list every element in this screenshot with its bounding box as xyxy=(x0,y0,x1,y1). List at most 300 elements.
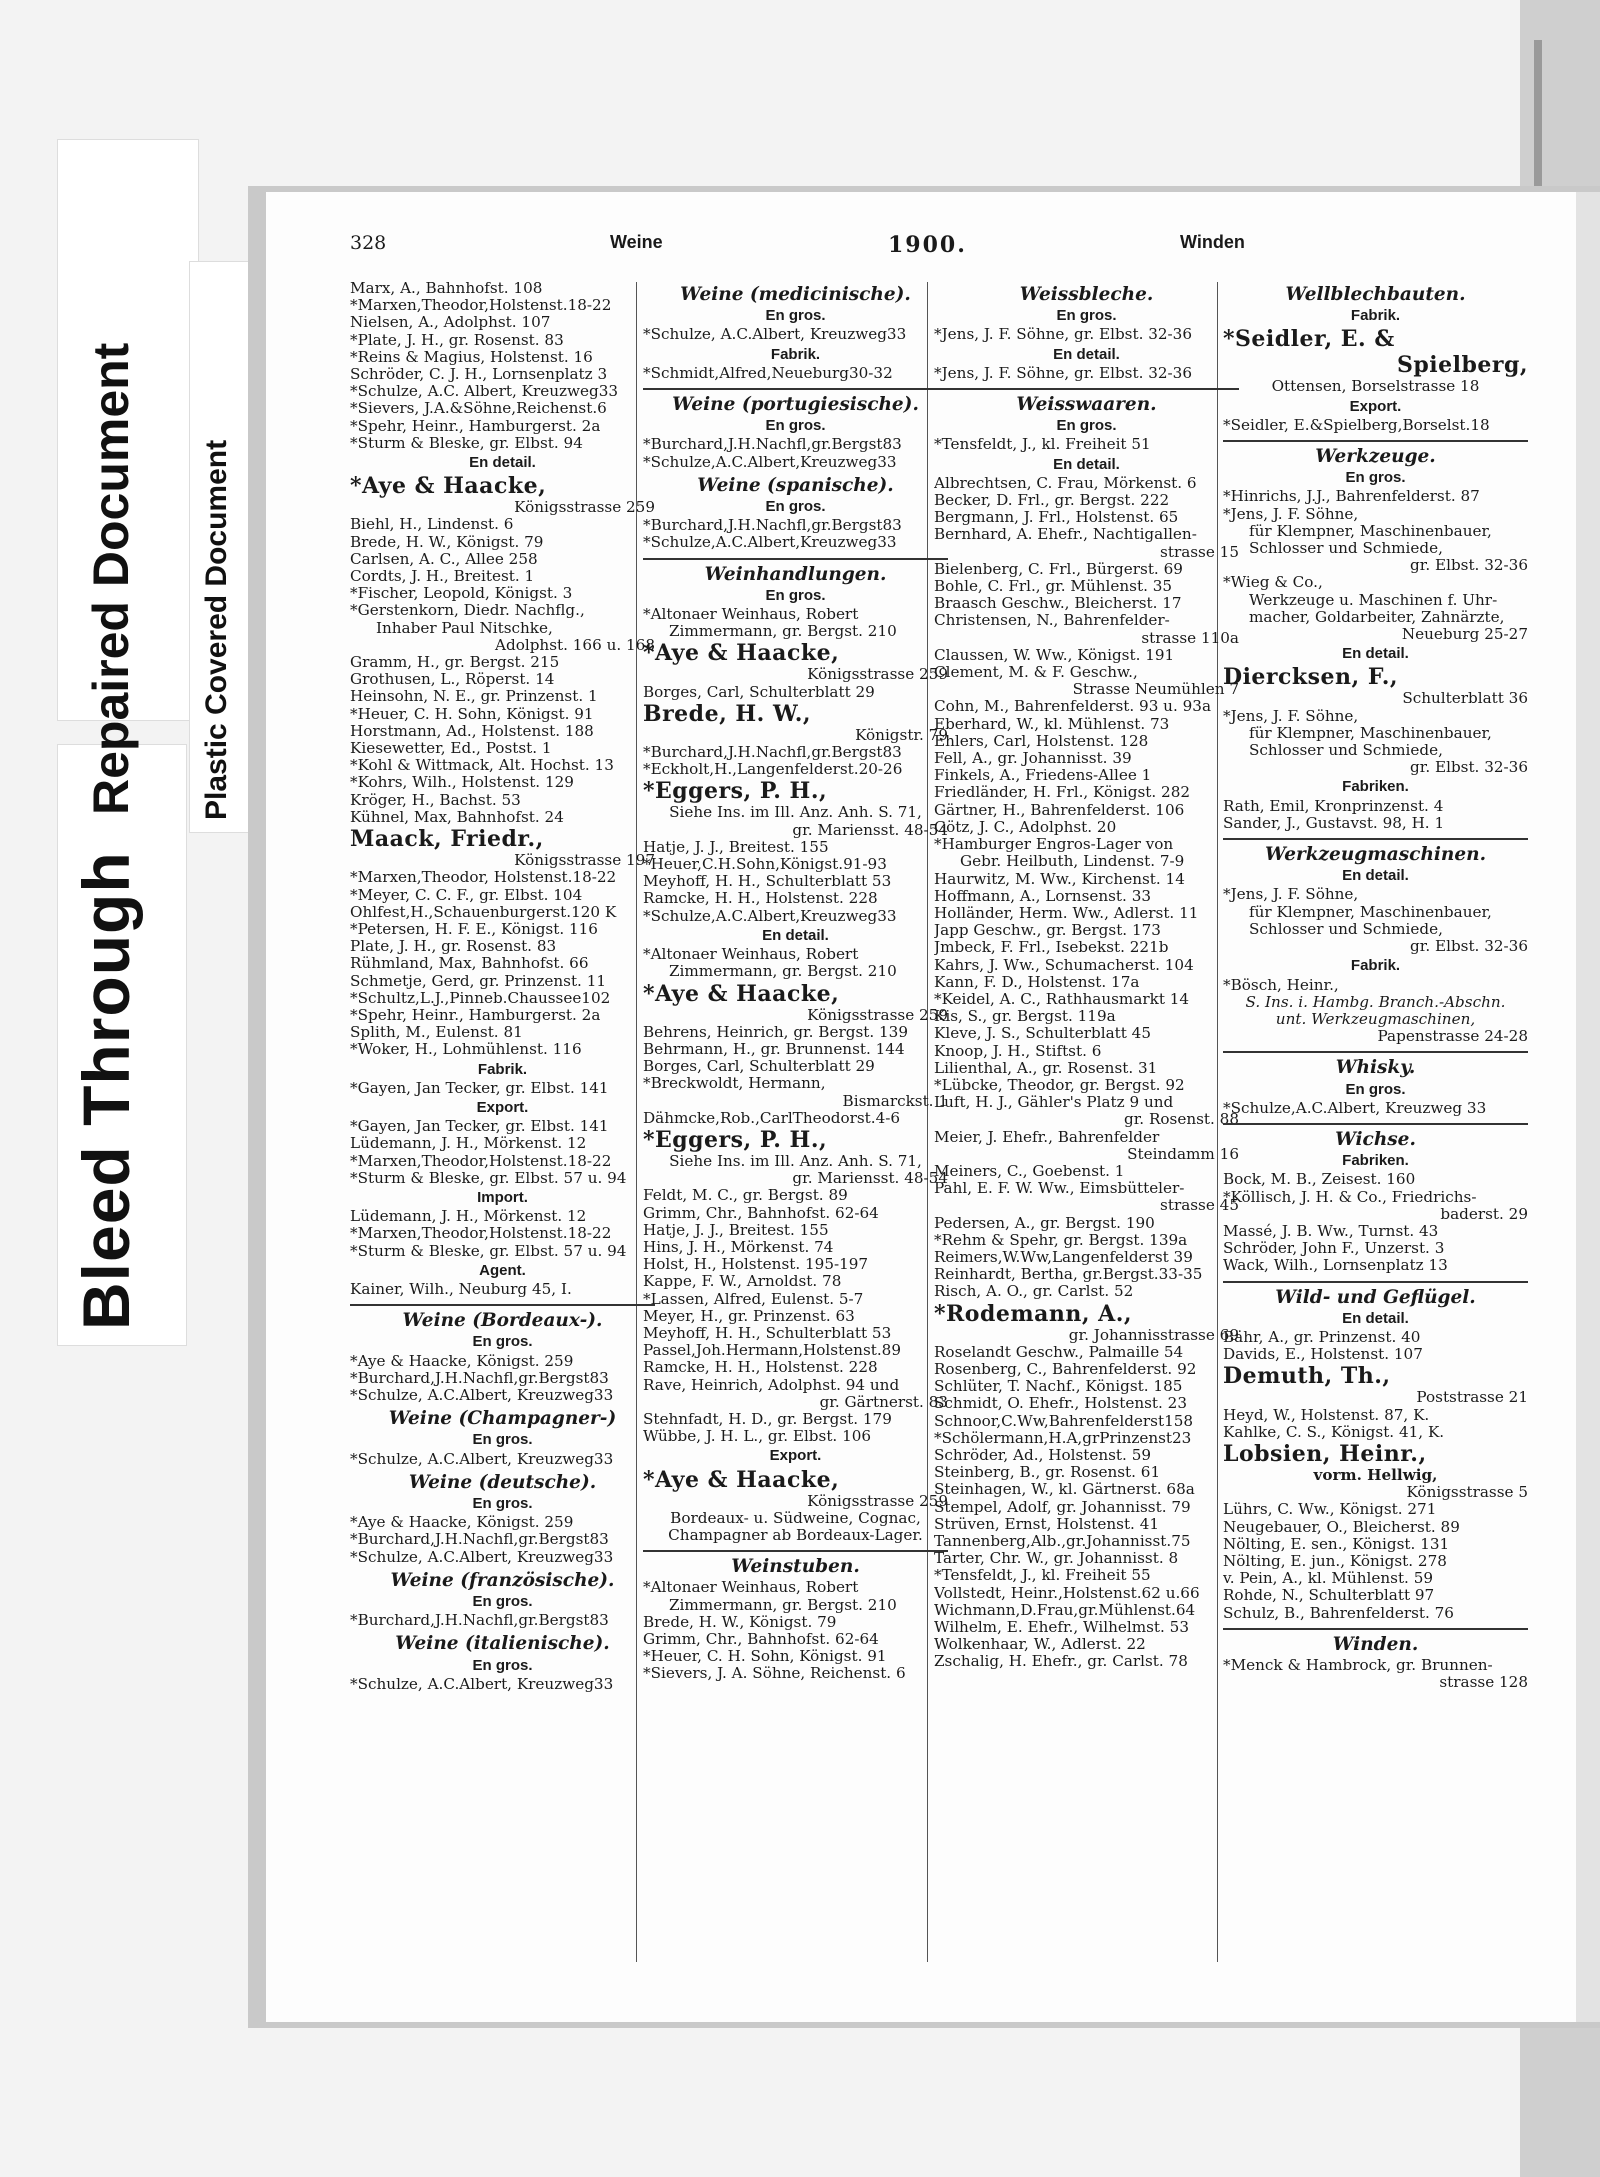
display-entry: Brede, H. W., xyxy=(643,700,812,727)
entry: Bähr, A., gr. Prinzenst. 40 xyxy=(1223,1328,1421,1346)
display-entry: Spielberg, xyxy=(1397,352,1528,379)
section-heading: Weine (Bordeaux-). xyxy=(402,1310,603,1332)
entry: Ohlfest,H.,Schauenburgerst.120 K xyxy=(350,903,617,921)
entry: Steinberg, B., gr. Rosenst. 61 xyxy=(934,1464,1161,1482)
entry-continuation: für Klempner, Maschinenbauer, xyxy=(1249,724,1492,742)
entry: Heinsohn, N. E., gr. Prinzenst. 1 xyxy=(350,688,598,706)
entry: Knoop, J. H., Stiftst. 6 xyxy=(934,1042,1102,1060)
entry: Kappe, F. W., Arnoldst. 78 xyxy=(643,1273,842,1291)
entry: *Schulze, A.C.Albert, Kreuzweg33 xyxy=(350,1386,614,1404)
display-entry: *Eggers, P. H., xyxy=(643,778,828,805)
entry: Holländer, Herm. Ww., Adlerst. 11 xyxy=(934,904,1199,922)
entry: *Sievers, J. A. Söhne, Reichenst. 6 xyxy=(643,1665,906,1683)
subheading: En gros. xyxy=(472,1333,533,1351)
entry: *Altonaer Weinhaus, Robert xyxy=(643,946,859,964)
entry: Kröger, H., Bachst. 53 xyxy=(350,791,521,809)
entry-continuation: Königsstrasse 259 xyxy=(807,666,948,684)
entry: Brede, H. W., Königst. 79 xyxy=(350,533,544,551)
entry: Rühmland, Max, Bahnhofst. 66 xyxy=(350,955,589,973)
entry: *Tensfeldt, J., kl. Freiheit 51 xyxy=(934,436,1151,454)
entry: *Heuer, C. H. Sohn, Königst. 91 xyxy=(643,1648,887,1666)
section-divider xyxy=(1223,1051,1528,1053)
entry-continuation: Schulterblatt 36 xyxy=(1402,690,1528,708)
subheading: En gros. xyxy=(765,586,826,604)
entry: Kühnel, Max, Bahnhofst. 24 xyxy=(350,808,564,826)
subheading: Fabriken. xyxy=(1342,778,1409,796)
display-entry: *Eggers, P. H., xyxy=(643,1126,828,1153)
entry: *Schulze,A.C.Albert, Kreuzweg 33 xyxy=(1223,1099,1487,1117)
running-head xyxy=(350,232,1500,264)
entry-continuation: gr. Johannisstrasse 69 xyxy=(1068,1326,1239,1344)
entry: Braasch Geschw., Bleicherst. 17 xyxy=(934,595,1182,613)
entry-continuation: Königsstrasse 259 xyxy=(807,1006,948,1024)
entry: *Schulze,A.C.Albert,Kreuzweg33 xyxy=(643,907,897,925)
entry: Wolkenhaar, W., Adlerst. 22 xyxy=(934,1636,1146,1654)
entry: Lüdemann, J. H., Mörkenst. 12 xyxy=(350,1208,587,1226)
entry: Luft, H. J., Gähler's Platz 9 und xyxy=(934,1094,1174,1112)
entry-continuation: gr. Elbst. 32-36 xyxy=(1410,759,1528,777)
entry: *Marxen,Theodor,Holstenst.18-22 xyxy=(350,297,612,315)
entry: *Burchard,J.H.Nachfl,gr.Bergst83 xyxy=(350,1531,609,1549)
entry: *Plate, J. H., gr. Rosenst. 83 xyxy=(350,331,564,349)
entry: Grothusen, L., Röperst. 14 xyxy=(350,671,555,689)
entry: Gramm, H., gr. Bergst. 215 xyxy=(350,654,560,672)
entry: *Seidler, E.&Spielberg,Borselst.18 xyxy=(1223,416,1490,434)
subheading: Agent. xyxy=(479,1261,526,1279)
entry-continuation: Schlosser und Schmiede, xyxy=(1249,920,1443,938)
note-line: S. Ins. i. Hambg. Branch.-Abschn. xyxy=(1245,993,1506,1011)
entry: Hatje, J. J., Breitest. 155 xyxy=(643,1221,829,1239)
entry: Zschalig, H. Ehefr., gr. Carlst. 78 xyxy=(934,1653,1188,1671)
column-3 xyxy=(934,280,1239,1671)
subheading: En detail. xyxy=(762,926,829,944)
entry: Wübbe, J. H. L., gr. Elbst. 106 xyxy=(643,1428,872,1446)
head-right-keyword: Winden xyxy=(1180,232,1245,252)
section-heading: Wichse. xyxy=(1335,1128,1416,1150)
subheading: En detail. xyxy=(469,454,536,472)
entry: *Burchard,J.H.Nachfl,gr.Bergst83 xyxy=(350,1612,609,1630)
note-line: Champagner ab Bordeaux-Lager. xyxy=(668,1526,923,1544)
entry: Hatje, J. J., Breitest. 155 xyxy=(643,838,829,856)
repaired-document-text: Repaired Document xyxy=(83,342,139,815)
entry-continuation: gr. Gärtnerst. 83 xyxy=(819,1393,948,1411)
subheading: Fabrik. xyxy=(477,1060,528,1078)
section-heading: Wellblechbauten. xyxy=(1285,284,1466,305)
subheading: En gros. xyxy=(1056,417,1117,435)
display-entry: Demuth, Th., xyxy=(1223,1363,1391,1390)
entry: *Burchard,J.H.Nachfl,gr.Bergst83 xyxy=(643,517,902,535)
entry: Schröder, C. J. H., Lornsenplatz 3 xyxy=(350,366,608,384)
display-entry: *Aye & Haacke, xyxy=(643,1466,840,1493)
display-entry: *Seidler, E. & xyxy=(1223,326,1395,353)
entry: Wilhelm, E. Ehefr., Wilhelmst. 53 xyxy=(934,1619,1189,1637)
entry: *Keidel, A. C., Rathhausmarkt 14 xyxy=(934,990,1190,1008)
entry: *Burchard,J.H.Nachfl,gr.Bergst83 xyxy=(643,744,902,762)
entry: Hoffmann, A., Lornsenst. 33 xyxy=(934,887,1152,905)
entry-continuation: Schlosser und Schmiede, xyxy=(1249,742,1443,760)
entry: *Jens, J. F. Söhne, gr. Elbst. 32-36 xyxy=(934,326,1193,344)
entry: Christensen, N., Bahrenfelder- xyxy=(934,612,1170,630)
entry: Finkels, A., Friedens-Allee 1 xyxy=(934,767,1152,785)
entry: Biehl, H., Lindenst. 6 xyxy=(350,516,514,534)
entry: *Schulze, A.C.Albert, Kreuzweg33 xyxy=(350,1675,614,1693)
entry-continuation: Bismarckst. 1 xyxy=(842,1092,948,1110)
entry: *Meyer, C. C. F., gr. Elbst. 104 xyxy=(350,886,583,904)
entry: Meyhoff, H. H., Schulterblatt 53 xyxy=(643,1324,892,1342)
entry-continuation: Neueburg 25-27 xyxy=(1401,626,1528,644)
entry-continuation: Poststrasse 21 xyxy=(1416,1389,1528,1407)
entry-continuation: strasse 128 xyxy=(1439,1674,1528,1692)
subheading: En gros. xyxy=(1345,469,1406,487)
entry: *Kohl & Wittmack, Alt. Hochst. 13 xyxy=(350,757,614,775)
section-heading: Weine (portugiesische). xyxy=(672,394,919,416)
entry: Bohle, C. Frl., gr. Mühlenst. 35 xyxy=(934,578,1173,596)
subheading: Import. xyxy=(477,1188,528,1206)
entry: *Marxen,Theodor,Holstenst.18-22 xyxy=(350,1152,612,1170)
entry: *Schulze, A.C.Albert, Kreuzweg33 xyxy=(643,326,907,344)
entry: *Burchard,J.H.Nachfl,gr.Bergst83 xyxy=(350,1369,609,1387)
display-entry: *Aye & Haacke, xyxy=(643,980,840,1007)
page-edge-shadow xyxy=(1576,192,1600,2022)
entry: Japp Geschw., gr. Bergst. 173 xyxy=(934,922,1161,940)
entry: Rohde, N., Schulterblatt 97 xyxy=(1223,1587,1435,1605)
entry: Heyd, W., Holstenst. 87, K. xyxy=(1223,1406,1430,1424)
entry-continuation: Zimmermann, gr. Bergst. 210 xyxy=(669,623,897,641)
head-left-keyword: Weine xyxy=(610,232,663,252)
section-heading: Werkzeuge. xyxy=(1315,446,1436,468)
entry: Reinhardt, Bertha, gr.Bergst.33-35 xyxy=(934,1266,1203,1284)
section-divider xyxy=(1223,838,1528,840)
entry: Lilienthal, A., gr. Rosenst. 31 xyxy=(934,1059,1158,1077)
entry: Borges, Carl, Schulterblatt 29 xyxy=(643,1058,875,1076)
entry: Meiners, C., Goebenst. 1 xyxy=(934,1162,1125,1180)
section-divider xyxy=(643,1550,948,1552)
entry: Lüdemann, J. H., Mörkenst. 12 xyxy=(350,1135,587,1153)
entry: Schlüter, T. Nachf., Königst. 185 xyxy=(934,1378,1183,1396)
entry: *Breckwoldt, Hermann, xyxy=(643,1075,826,1093)
entry: *Jens, J. F. Söhne, xyxy=(1223,505,1359,523)
entry: Grimm, Chr., Bahnhofst. 62-64 xyxy=(643,1631,879,1648)
entry: *Aye & Haacke, Königst. 259 xyxy=(350,1514,574,1532)
entry-continuation: gr. Mariensst. 48-54 xyxy=(792,821,948,839)
subheading: Fabrik. xyxy=(1350,957,1401,975)
entry: Kiesewetter, Ed., Postst. 1 xyxy=(350,740,552,758)
entry: Plate, J. H., gr. Rosenst. 83 xyxy=(350,938,557,956)
entry: Kainer, Wilh., Neuburg 45, I. xyxy=(350,1280,572,1298)
entry: Fell, A., gr. Johannisst. 39 xyxy=(934,750,1132,768)
section-heading: Weine (italienische). xyxy=(395,1633,610,1655)
entry: Vollstedt, Heinr.,Holstenst.62 u.66 xyxy=(934,1584,1200,1602)
entry-continuation: Königsstrasse 197 xyxy=(514,852,655,870)
entry: Jmbeck, F. Frl., Isebekst. 221b xyxy=(934,939,1169,957)
entry: *Lassen, Alfred, Eulenst. 5-7 xyxy=(643,1290,864,1308)
entry: Meier, J. Ehefr., Bahrenfelder xyxy=(934,1128,1160,1146)
subheading: En gros. xyxy=(472,1593,533,1611)
entry: *Petersen, H. F. E., Königst. 116 xyxy=(350,920,598,938)
section-divider xyxy=(934,388,1239,390)
entry: *Heuer,C.H.Sohn,Königst.91-93 xyxy=(643,856,887,874)
entry: Pahl, E. F. W. Ww., Eimsbütteler- xyxy=(934,1180,1185,1198)
entry: Davids, E., Holstenst. 107 xyxy=(1223,1346,1423,1364)
entry: Stehnfadt, H. D., gr. Bergst. 179 xyxy=(643,1410,892,1428)
display-entry: Lobsien, Heinr., xyxy=(1223,1440,1427,1467)
entry: *Sturm & Bleske, gr. Elbst. 57 u. 94 xyxy=(350,1169,627,1187)
entry-continuation: gr. Elbst. 32-36 xyxy=(1410,938,1528,956)
subheading: Fabriken. xyxy=(1342,1152,1409,1170)
entry-continuation: Inhaber Paul Nitschke, xyxy=(376,619,553,637)
section-heading: Weine (deutsche). xyxy=(408,1471,597,1493)
subheading: En gros. xyxy=(472,1656,533,1674)
entry-continuation: gr. Mariensst. 48-54 xyxy=(792,1170,948,1188)
display-entry: *Aye & Haacke, xyxy=(643,640,840,667)
entry: Rosenberg, C., Bahrenfelderst. 92 xyxy=(934,1360,1197,1378)
entry: *Wieg & Co., xyxy=(1223,574,1323,592)
entry: Bergmann, J. Frl., Holstenst. 65 xyxy=(934,509,1179,527)
entry: Carlsen, A. C., Allee 258 xyxy=(350,550,538,568)
entry-continuation: Königstr. 79 xyxy=(855,726,948,744)
entry: *Eckholt,H.,Langenfelderst.20-26 xyxy=(643,761,903,779)
entry: *Köllisch, J. H. & Co., Friedrichs- xyxy=(1223,1188,1477,1206)
entry: Schmidt, O. Ehefr., Holstenst. 23 xyxy=(934,1395,1187,1413)
section-heading: Werkzeugmaschinen. xyxy=(1264,844,1487,866)
entry: Hins, J. H., Mörkenst. 74 xyxy=(643,1238,834,1256)
display-entry: Diercksen, F., xyxy=(1223,664,1399,691)
section-divider xyxy=(350,1304,655,1306)
entry: *Marxen,Theodor, Holstenst.18-22 xyxy=(350,869,617,887)
entry: Meyhoff, H. H., Schulterblatt 53 xyxy=(643,873,892,891)
entry: Risch, A. O., gr. Carlst. 52 xyxy=(934,1283,1134,1301)
section-heading: Winden. xyxy=(1332,1633,1419,1655)
entry: *Schulze, A.C.Albert, Kreuzweg33 xyxy=(350,1548,614,1566)
entry-continuation: für Klempner, Maschinenbauer, xyxy=(1249,903,1492,921)
entry: Roselandt Geschw., Palmaille 54 xyxy=(934,1343,1184,1361)
entry: *Tensfeldt, J., kl. Freiheit 55 xyxy=(934,1567,1151,1585)
entry-continuation: Papenstrasse 24-28 xyxy=(1377,1028,1528,1046)
section-divider xyxy=(643,558,948,560)
section-heading: Weine (französische). xyxy=(390,1569,615,1591)
entry: Steinhagen, W., kl. Gärtnerst. 68a xyxy=(934,1481,1195,1499)
entry: Stempel, Adolf, gr. Johannisst. 79 xyxy=(934,1498,1191,1516)
entry: Eberhard, W., kl. Mühlenst. 73 xyxy=(934,715,1170,733)
entry: Ehlers, Carl, Holstenst. 128 xyxy=(934,732,1149,750)
entry: *Bösch, Heinr., xyxy=(1223,976,1339,994)
subheading: Export. xyxy=(769,1447,822,1465)
entry: Schmetje, Gerd, gr. Prinzenst. 11 xyxy=(350,972,607,990)
entry: *Sturm & Bleske, gr. Elbst. 94 xyxy=(350,434,583,452)
subheading: Fabrik. xyxy=(770,345,821,363)
entry: Nielsen, A., Adolphst. 107 xyxy=(350,314,551,332)
entry-continuation: Werkzeuge u. Maschinen f. Uhr- xyxy=(1249,591,1498,609)
entry: Bock, M. B., Zeisest. 160 xyxy=(1223,1171,1416,1189)
display-entry: Maack, Friedr., xyxy=(350,826,544,853)
plastic-covered-text: Plastic Covered Document xyxy=(200,439,233,820)
entry: Holst, H., Holstenst. 195-197 xyxy=(643,1256,869,1274)
entry-continuation: macher, Goldarbeiter, Zahnärzte, xyxy=(1249,608,1505,626)
entry: *Schulze, A.C. Albert, Kreuzweg33 xyxy=(350,383,619,401)
entry: *Spehr, Heinr., Hamburgerst. 2a xyxy=(350,417,601,435)
section-heading: Weine (medicinische). xyxy=(680,284,911,305)
entry: *Rehm & Spehr, gr. Bergst. 139a xyxy=(934,1231,1188,1249)
entry: *Aye & Haacke, Königst. 259 xyxy=(350,1352,574,1370)
entry: *Reins & Magius, Holstenst. 16 xyxy=(350,348,593,366)
entry: Kahlke, C. S., Königst. 41, K. xyxy=(1223,1423,1445,1441)
entry: Marx, A., Bahnhofst. 108 xyxy=(350,280,543,297)
bleed-through-text: Bleed Through xyxy=(69,851,143,1330)
entry: Rave, Heinrich, Adolphst. 94 und xyxy=(643,1376,900,1394)
entry-continuation: Gebr. Heilbuth, Lindenst. 7-9 xyxy=(960,853,1185,871)
entry-continuation: strasse 110a xyxy=(1141,629,1239,647)
entry: *Hinrichs, J.J., Bahrenfelderst. 87 xyxy=(1223,488,1480,506)
entry: Friedländer, H. Frl., Königst. 282 xyxy=(934,784,1191,802)
entry: Schulz, B., Bahrenfelderst. 76 xyxy=(1223,1604,1454,1622)
entry: Clement, M. & F. Geschw., xyxy=(934,664,1138,682)
entry: Gärtner, H., Bahrenfelderst. 106 xyxy=(934,801,1185,819)
entry: Horstmann, Ad., Holstenst. 188 xyxy=(350,722,594,740)
entry: *Schultz,L.J.,Pinneb.Chaussee102 xyxy=(350,989,611,1007)
subheading: Export. xyxy=(476,1098,529,1116)
entry: Neugebauer, O., Bleicherst. 89 xyxy=(1223,1518,1460,1536)
entry: *Schulze, A.C.Albert, Kreuzweg33 xyxy=(350,1450,614,1468)
entry: *Heuer, C. H. Sohn, Königst. 91 xyxy=(350,705,594,723)
entry: Nölting, E. jun., Königst. 278 xyxy=(1223,1552,1447,1570)
entry: Ramcke, H. H., Holstenst. 228 xyxy=(643,1359,878,1377)
entry: Schnoor,C.Ww,Bahrenfelderst158 xyxy=(934,1412,1194,1430)
entry-continuation: Königsstrasse 259 xyxy=(807,1492,948,1510)
entry: Strüven, Ernst, Holstenst. 41 xyxy=(934,1515,1160,1533)
entry-continuation: strasse 45 xyxy=(1160,1197,1239,1215)
subheading: En gros. xyxy=(765,417,826,435)
entry-continuation: Königsstrasse 259 xyxy=(514,499,655,517)
entry-continuation: gr. Elbst. 32-36 xyxy=(1410,557,1528,575)
subheading: Fabrik. xyxy=(1350,307,1401,325)
entry: Claussen, W. Ww., Königst. 191 xyxy=(934,646,1175,664)
entry: Behrmann, H., gr. Brunnenst. 144 xyxy=(643,1040,905,1058)
section-divider xyxy=(643,388,948,390)
entry: *Schulze,A.C.Albert,Kreuzweg33 xyxy=(643,534,897,552)
note-line: Ottensen, Borselstrasse 18 xyxy=(1271,378,1480,396)
subheading: En gros. xyxy=(765,498,826,516)
subheading: En gros. xyxy=(1345,1080,1406,1098)
note-line: vorm. Hellwig, xyxy=(1313,1466,1438,1484)
entry: *Jens, J. F. Söhne, xyxy=(1223,707,1359,725)
entry: *Jens, J. F. Söhne, xyxy=(1223,886,1359,904)
section-heading: Weisswaaren. xyxy=(1016,394,1157,416)
entry: Pedersen, A., gr. Bergst. 190 xyxy=(934,1214,1155,1232)
head-year: 1900. xyxy=(888,232,967,258)
entry-continuation: Königsstrasse 5 xyxy=(1406,1484,1528,1502)
entry: Tarter, Chr. W., gr. Johannisst. 8 xyxy=(934,1550,1179,1568)
entry: Tannenberg,Alb.,gr.Johannisst.75 xyxy=(934,1533,1191,1551)
entry: Schröder, John F., Unzerst. 3 xyxy=(1223,1240,1445,1258)
entry: Götz, J. C., Adolphst. 20 xyxy=(934,818,1117,836)
entry: *Burchard,J.H.Nachfl,gr.Bergst83 xyxy=(643,436,902,454)
note-line: Bordeaux- u. Südweine, Cognac, xyxy=(670,1509,921,1527)
subheading: Export. xyxy=(1349,397,1402,415)
subheading: En detail. xyxy=(1342,645,1409,663)
entry: Wichmann,D.Frau,gr.Mühlenst.64 xyxy=(934,1601,1196,1619)
section-divider xyxy=(1223,440,1528,442)
entry: *Hamburger Engros-Lager von xyxy=(934,836,1174,854)
entry: Kis, S., gr. Bergst. 119a xyxy=(934,1008,1116,1026)
entry: Nölting, E. sen., Königst. 131 xyxy=(1223,1535,1450,1553)
section-heading: Weissbleche. xyxy=(1019,284,1154,305)
entry: *Schulze,A.C.Albert,Kreuzweg33 xyxy=(643,453,897,471)
entry: Rath, Emil, Kronprinzenst. 4 xyxy=(1223,797,1444,815)
entry: *Menck & Hambrock, gr. Brunnen- xyxy=(1223,1657,1493,1674)
subheading: En detail. xyxy=(1053,455,1120,473)
entry: *Kohrs, Wilh., Holstenst. 129 xyxy=(350,774,574,792)
subheading: En detail. xyxy=(1342,867,1409,885)
section-divider xyxy=(1223,1123,1528,1125)
entry: Dähmcke,Rob.,CarlTheodorst.4-6 xyxy=(643,1109,901,1127)
entry: Meyer, H., gr. Prinzenst. 63 xyxy=(643,1307,855,1325)
section-heading: Weinhandlungen. xyxy=(704,563,887,585)
section-heading: Weinstuben. xyxy=(731,1556,860,1578)
entry: Splith, M., Eulenst. 81 xyxy=(350,1024,523,1042)
entry: *Fischer, Leopold, Königst. 3 xyxy=(350,585,573,603)
note-line: Siehe Ins. im Ill. Anz. Anh. S. 71, xyxy=(669,1152,922,1170)
entry: *Lübcke, Theodor, gr. Bergst. 92 xyxy=(934,1076,1185,1094)
entry: Ramcke, H. H., Holstenst. 228 xyxy=(643,890,878,908)
entry: Wack, Wilh., Lornsenplatz 13 xyxy=(1223,1257,1448,1275)
entry: *Gayen, Jan Tecker, gr. Elbst. 141 xyxy=(350,1118,609,1136)
entry: Kann, F. D., Holstenst. 17a xyxy=(934,973,1140,991)
entry-continuation: Zimmermann, gr. Bergst. 210 xyxy=(669,963,897,981)
display-entry: *Aye & Haacke, xyxy=(350,473,547,500)
entry-continuation: baderst. 29 xyxy=(1440,1205,1528,1223)
entry: *Sturm & Bleske, gr. Elbst. 57 u. 94 xyxy=(350,1242,627,1260)
note-line: Siehe Ins. im Ill. Anz. Anh. S. 71, xyxy=(669,804,922,822)
page-number: 328 xyxy=(350,232,387,254)
entry: Lührs, C. Ww., Königst. 271 xyxy=(1223,1501,1437,1519)
entry: Feldt, M. C., gr. Bergst. 89 xyxy=(643,1187,848,1205)
entry: Sander, J., Gustavst. 98, H. 1 xyxy=(1223,814,1445,832)
entry: *Schölermann,H.A,grPrinzenst23 xyxy=(934,1429,1192,1447)
entry: Behrens, Heinrich, gr. Bergst. 139 xyxy=(643,1023,908,1041)
entry: Massé, J. B. Ww., Turnst. 43 xyxy=(1223,1222,1439,1240)
entry: Cohn, M., Bahrenfelderst. 93 u. 93a xyxy=(934,698,1212,716)
entry-continuation: Strasse Neumühlen 7 xyxy=(1072,681,1239,699)
entry: *Woker, H., Lohmühlenst. 116 xyxy=(350,1041,582,1059)
entry: Passel,Joh.Hermann,Holstenst.89 xyxy=(643,1342,901,1360)
display-entry: *Rodemann, A., xyxy=(934,1300,1133,1327)
entry-continuation: gr. Rosenst. 88 xyxy=(1124,1111,1239,1129)
section-heading: Weine (Champagner-) xyxy=(388,1408,617,1430)
entry: Albrechtsen, C. Frau, Mörkenst. 6 xyxy=(934,474,1197,492)
section-heading: Whisky. xyxy=(1335,1057,1416,1079)
entry-continuation: Steindamm 16 xyxy=(1127,1145,1239,1163)
entry: *Altonaer Weinhaus, Robert xyxy=(643,1579,859,1597)
entry: Cordts, J. H., Breitest. 1 xyxy=(350,568,535,586)
entry: Bielenberg, C. Frl., Bürgerst. 69 xyxy=(934,560,1183,578)
entry-continuation: Adolphst. 166 u. 168 xyxy=(495,636,655,654)
entry: Haurwitz, M. Ww., Kirchenst. 14 xyxy=(934,870,1185,888)
column-2 xyxy=(643,280,948,1683)
entry-continuation: Schlosser und Schmiede, xyxy=(1249,540,1443,558)
entry: Reimers,W.Ww,Langenfelderst 39 xyxy=(934,1248,1193,1266)
entry: Becker, D. Frl., gr. Bergst. 222 xyxy=(934,492,1170,510)
column-1 xyxy=(350,280,655,1693)
entry: *Schmidt,Alfred,Neueburg30-32 xyxy=(643,364,893,382)
entry: *Gerstenkorn, Diedr. Nachflg., xyxy=(350,602,585,620)
entry: Bernhard, A. Ehefr., Nachtigallen- xyxy=(934,526,1197,544)
subheading: En gros. xyxy=(472,1431,533,1449)
entry-continuation: für Klempner, Maschinenbauer, xyxy=(1249,522,1492,540)
entry: *Sievers, J.A.&Söhne,Reichenst.6 xyxy=(350,400,607,418)
subheading: En gros. xyxy=(1056,307,1117,325)
column-4 xyxy=(1223,280,1528,1691)
subheading: En detail. xyxy=(1053,345,1120,363)
